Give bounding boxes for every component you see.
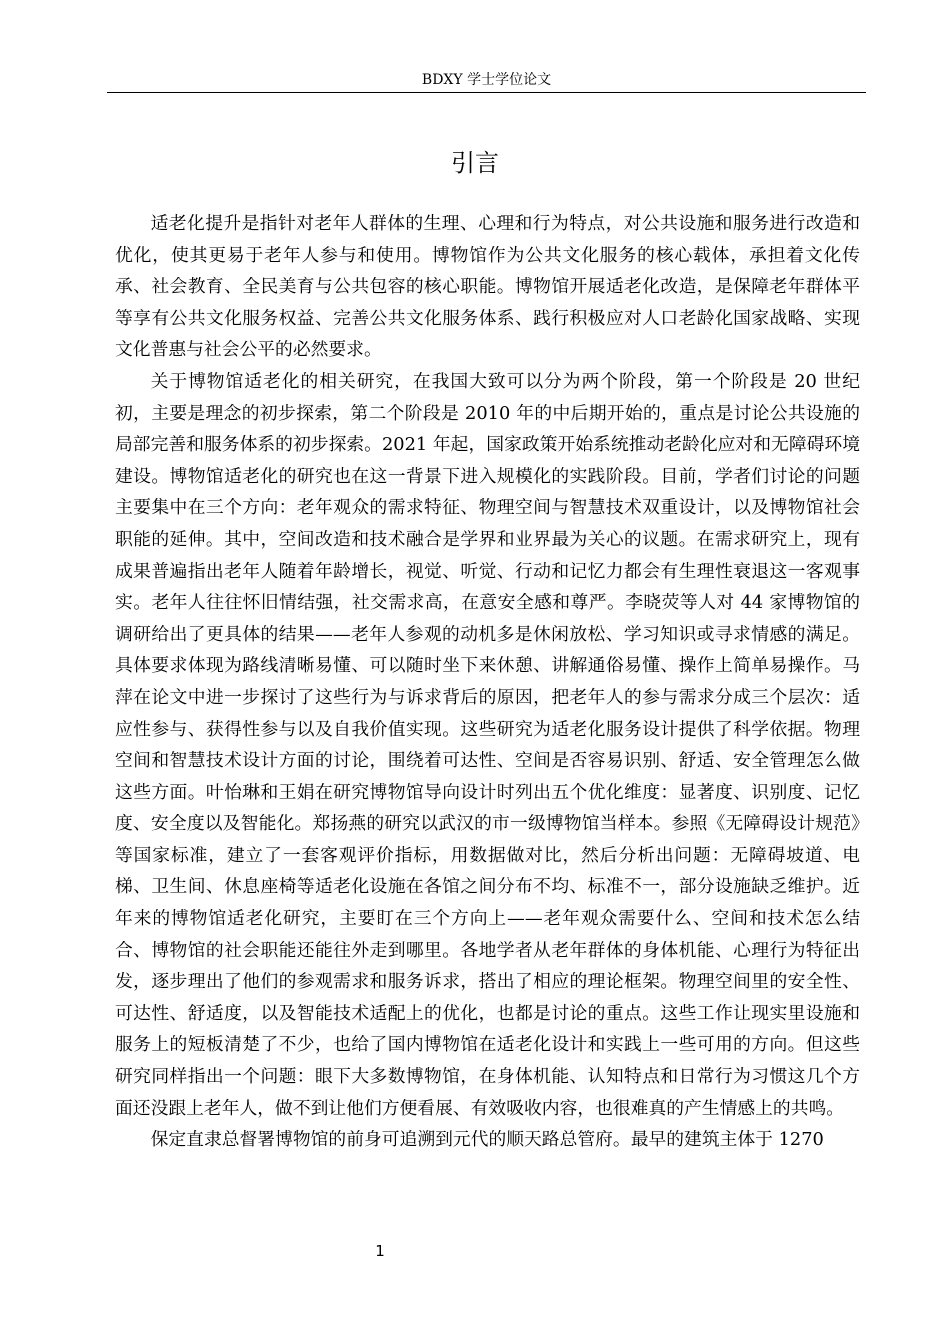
page-number: 1 bbox=[375, 1242, 385, 1260]
body-text bbox=[115, 208, 860, 1156]
running-header-title: BDXY 学士学位论文 bbox=[421, 72, 552, 88]
paragraph-3: 保定直隶总督署博物馆的前身可追溯到元代的顺天路总管府。最早的建筑主体于 1270 bbox=[150, 1129, 824, 1151]
paragraph-2: 关于博物馆适老化的相关研究，在我国大致可以分为两个阶段，第一个阶段是 20 世纪初，主要是理念的初步探索，第二个阶段是 2010 年的中后期开始的，重点是讨论公共设施的局部完善和服务体系的初步探索。2021 年起，国家政策开始系统推动老龄化应对和无障碍环境建设。博物馆适老化的研究也在这一背景下进入规模化的实践阶段。目前，学者们讨论的问题主要集中在三个方向：老年观众的需求特征、物理空间与智慧技术双重设计，以及博物馆社会职能的延伸。其中，空间改造和技术融合是学界和业界最为关心的议题。在需求研究上，现有成果普遍指出老年人随着年龄增长，视觉、听觉、行动和记忆力都会有生理性衰退这一客观事实。老年人往往怀旧情结强，社交需求高，在意安全感和尊严。李晓荧等人对 44 家博物馆的调研给出了更具体的结果——老年人参观的动机多是休闲放松、学习知识或寻求情感的满足。具体要求体现为路线清晰易懂、可以随时坐下来休憩、讲解通俗易懂、操作上简单易操作。马萍在论文中进一步探讨了这些行为与诉求背后的原因，把老年人的参与需求分成三个层次：适应性参与、获得性参与以及自我价值实现。这些研究为适老化服务设计提供了科学依据。物理空间和智慧技术设计方面的讨论，围绕着可达性、空间是否容易识别、舒适、安全管理怎么做这些方面。叶怡琳和王娟在研究博物馆导向设计时列出五个优化维度：显著度、识别度、记忆度、安全度以及智能化。郑扬燕的研究以武汉的市一级博物馆当样本。参照《无障碍设计规范》等国家标准，建立了一套客观评价指标，用数据做对比，然后分析出问题：无障碍坡道、电梯、卫生间、休息座椅等适老化设施在各馆之间分布不均、标准不一，部分设施缺乏维护。近年来的博物馆适老化研究，主要盯在三个方向上——老年观众需要什么、空间和技术怎么结合、博物馆的社会职能还能往外走到哪里。各地学者从老年群体的身体机能、心理行为特征出发，逐步理出了他们的参观需求和服务诉求，搭出了相应的理论框架。物理空间里的安全性、可达性、舒适度，以及智能技术适配上的优化，也都是讨论的重点。这些工作让现实里设施和服务上的短板清楚了不少，也给了国内博物馆在适老化设计和实践上一些可用的方向。但这些研究同样指出一个问题：眼下大多数博物馆，在身体机能、认知特点和日常行为习惯这几个方面还没跟上老年人，做不到让他们方便看展、有效吸收内容，也很难真的产生情感上的共鸣。 bbox=[115, 370, 860, 1119]
paragraph-1: 适老化提升是指针对老年人群体的生理、心理和行为特点，对公共设施和服务进行改造和优化，使其更易于老年人参与和使用。博物馆作为公共文化服务的核心载体，承担着文化传承、社会教育、全民美育与公共包容的核心职能。博物馆开展适老化改造，是保障老年群体平等享有公共文化服务权益、完善公共文化服务体系、践行积极应对人口老龄化国家战略、实现文化普惠与社会公平的必然要求。 bbox=[115, 213, 860, 361]
section-title: 引言 bbox=[451, 149, 499, 177]
running-header bbox=[107, 70, 866, 93]
